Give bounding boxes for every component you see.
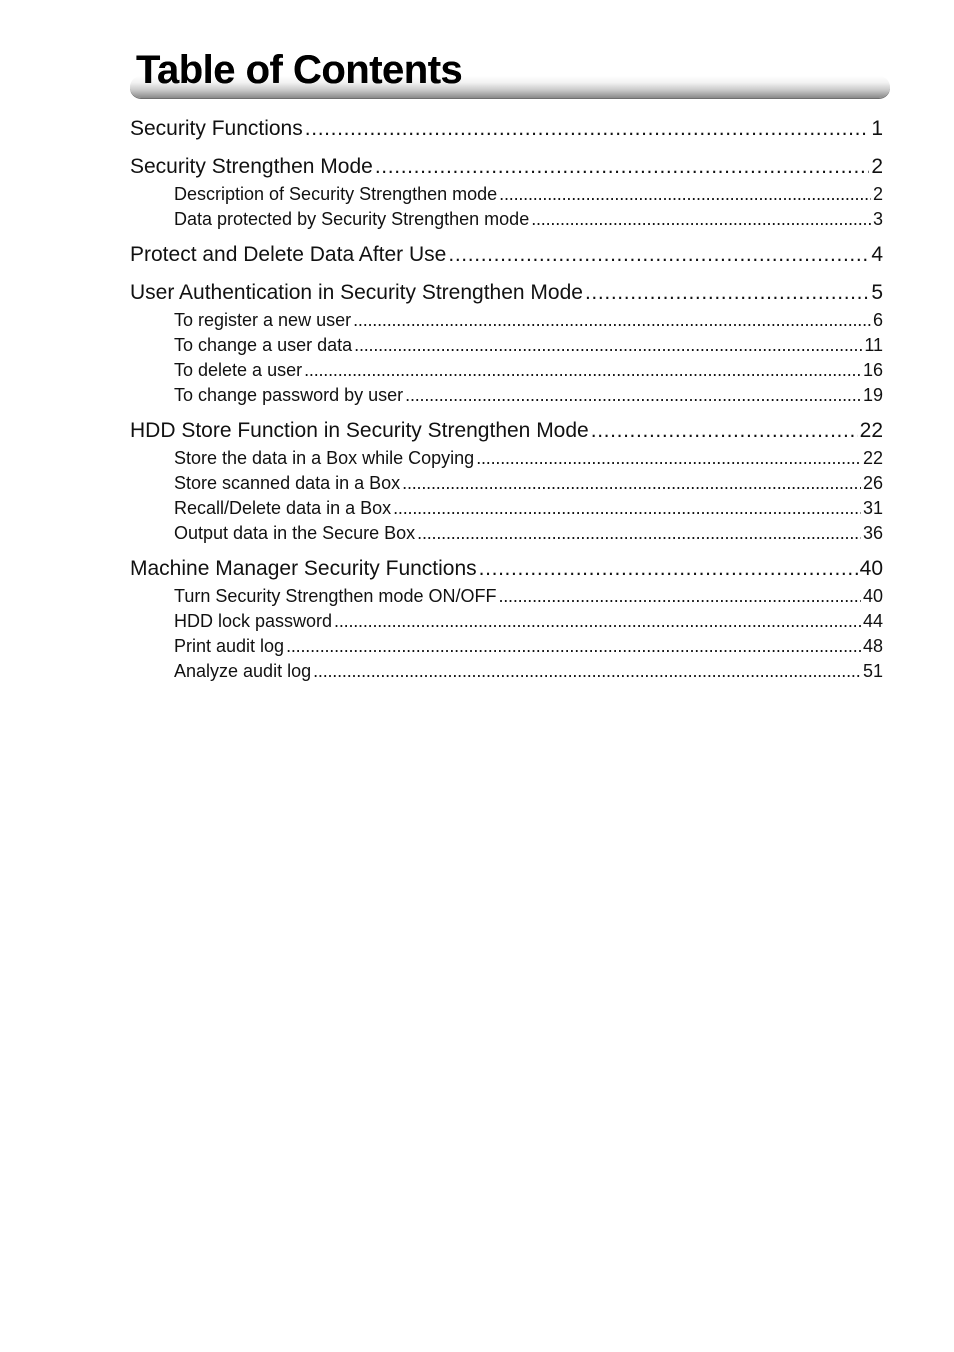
toc-entry-label: Store scanned data in a Box: [174, 473, 401, 493]
toc-section-entry[interactable]: [130, 416, 883, 446]
dot-leader: [476, 446, 861, 471]
toc-section-entry[interactable]: [130, 152, 883, 182]
toc-entry-label: Store the data in a Box while Copying: [174, 448, 475, 468]
toc-subsection-entry[interactable]: [130, 182, 883, 207]
toc-entry-page-number: 31: [862, 498, 883, 518]
toc-entry-page-number: 44: [862, 611, 883, 631]
toc-entry-page-number: 51: [862, 661, 883, 681]
toc-subsection-entry[interactable]: [130, 584, 883, 609]
toc-entry-label: HDD Store Function in Security Strengthen Mode: [130, 419, 589, 442]
table-of-contents: [130, 114, 883, 684]
toc-subsection-entry[interactable]: [130, 521, 883, 546]
toc-entry-label: Analyze audit log: [174, 661, 312, 681]
toc-entry-label: Machine Manager Security Functions: [130, 557, 477, 580]
dot-leader: [499, 182, 871, 207]
dot-leader: [405, 383, 861, 408]
toc-entry-page-number: 4: [871, 243, 883, 266]
toc-subsection-entry[interactable]: [130, 659, 883, 684]
toc-entry-label: HDD lock password: [174, 611, 333, 631]
dot-leader: [448, 240, 869, 270]
toc-entry-page-number: 40: [862, 586, 883, 606]
toc-subsection-entry[interactable]: [130, 446, 883, 471]
toc-entry-page-number: 5: [871, 281, 883, 304]
toc-entry-page-number: 26: [862, 473, 883, 493]
dot-leader: [313, 659, 861, 684]
dot-leader: [354, 333, 862, 358]
dot-leader: [353, 308, 871, 333]
toc-entry-label: To register a new user: [174, 310, 352, 330]
toc-subsection-entry[interactable]: [130, 308, 883, 333]
toc-entry-page-number: 16: [862, 360, 883, 380]
dot-leader: [334, 609, 861, 634]
toc-entry-label: Output data in the Secure Box: [174, 523, 416, 543]
toc-section-entry[interactable]: [130, 240, 883, 270]
toc-entry-label: To change a user data: [174, 335, 353, 355]
toc-subsection-entry[interactable]: [130, 609, 883, 634]
dot-leader: [531, 207, 871, 232]
toc-entry-label: Description of Security Strengthen mode: [174, 184, 498, 204]
toc-entry-label: Security Strengthen Mode: [130, 155, 373, 178]
dot-leader: [417, 521, 861, 546]
toc-subsection-entry[interactable]: [130, 207, 883, 232]
toc-entry-page-number: 2: [872, 184, 883, 204]
toc-subsection-entry[interactable]: [130, 634, 883, 659]
toc-section-entry[interactable]: [130, 114, 883, 144]
dot-leader: [498, 584, 861, 609]
toc-entry-page-number: 11: [864, 335, 883, 355]
toc-entry-page-number: 40: [859, 557, 883, 580]
toc-entry-label: Recall/Delete data in a Box: [174, 498, 392, 518]
toc-entry-label: To delete a user: [174, 360, 303, 380]
toc-entry-page-number: 2: [871, 155, 883, 178]
toc-subsection-entry[interactable]: [130, 496, 883, 521]
dot-leader: [305, 114, 870, 144]
toc-entry-label: Data protected by Security Strengthen mode: [174, 209, 530, 229]
toc-subsection-entry[interactable]: [130, 471, 883, 496]
toc-entry-label: To change password by user: [174, 385, 404, 405]
toc-entry-page-number: 48: [862, 636, 883, 656]
dot-leader: [375, 152, 870, 182]
dot-leader: [591, 416, 858, 446]
toc-entry-label: Protect and Delete Data After Use: [130, 243, 447, 266]
toc-entry-page-number: 22: [862, 448, 883, 468]
toc-entry-page-number: 1: [871, 117, 883, 140]
toc-entry-page-number: 22: [859, 419, 883, 442]
toc-entry-label: Security Functions: [130, 117, 303, 140]
dot-leader: [286, 634, 861, 659]
dot-leader: [393, 496, 861, 521]
toc-entry-page-number: 19: [862, 385, 883, 405]
toc-entry-page-number: 36: [862, 523, 883, 543]
toc-entry-label: User Authentication in Security Strengthen Mode: [130, 281, 583, 304]
toc-section-entry[interactable]: [130, 554, 883, 584]
toc-entry-label: Turn Security Strengthen mode ON/OFF: [174, 586, 497, 606]
dot-leader: [479, 554, 858, 584]
toc-section-entry[interactable]: [130, 278, 883, 308]
toc-subsection-entry[interactable]: [130, 383, 883, 408]
toc-subsection-entry[interactable]: [130, 333, 883, 358]
dot-leader: [402, 471, 861, 496]
toc-entry-page-number: 3: [872, 209, 883, 229]
dot-leader: [304, 358, 861, 383]
toc-entry-label: Print audit log: [174, 636, 285, 656]
page-title: Table of Contents: [136, 48, 463, 92]
toc-entry-page-number: 6: [872, 310, 883, 330]
toc-subsection-entry[interactable]: [130, 358, 883, 383]
dot-leader: [585, 278, 869, 308]
